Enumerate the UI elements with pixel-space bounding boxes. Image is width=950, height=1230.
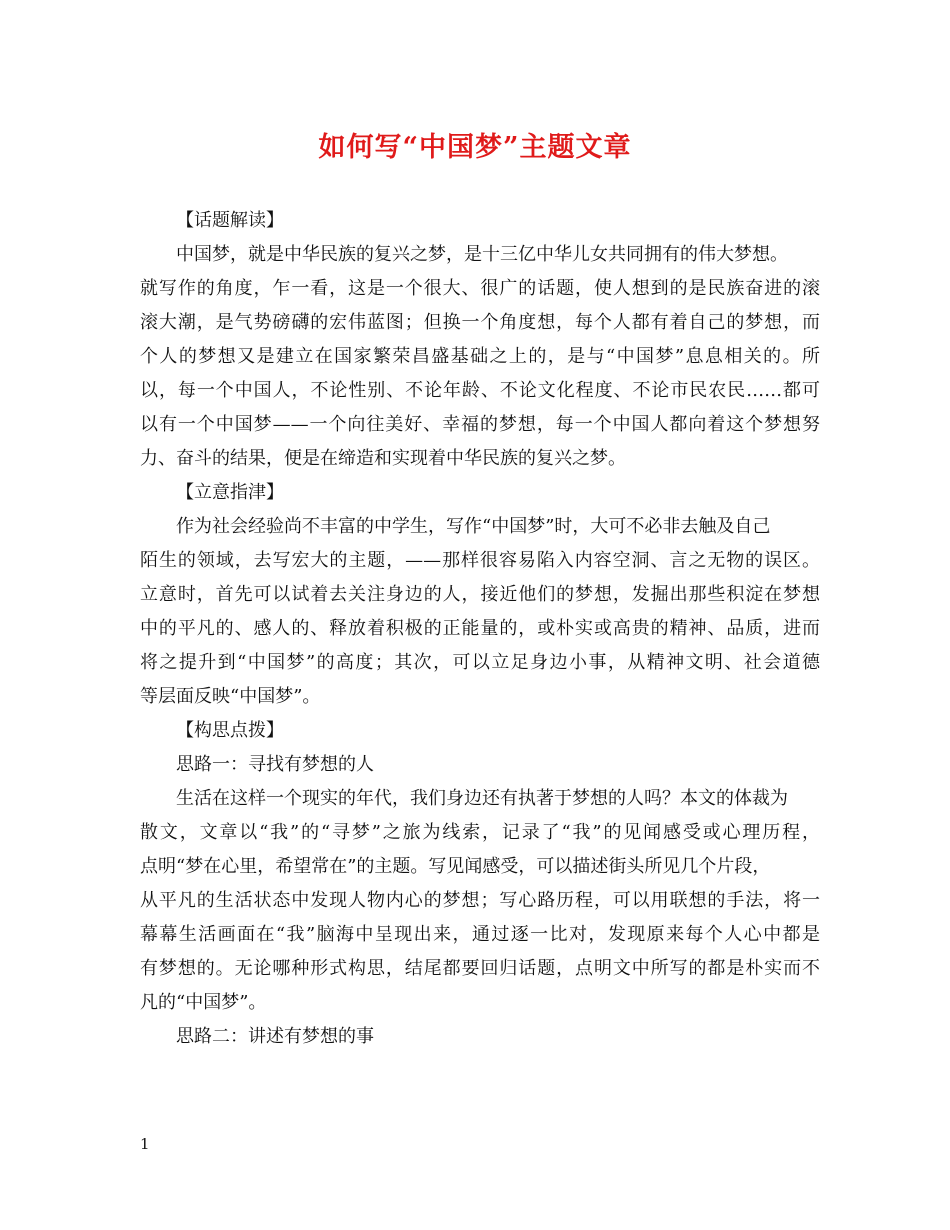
paragraph-line: 点明“梦在心里，希望常在”的主题。写见闻感受，可以描述街头所见几个片段， [140,856,771,877]
section-heading-idea: 【立意指津】 [176,482,284,503]
paragraph-line: 将之提升到“中国梦”的高度；其次，可以立足身边小事，从精神文明、社会道德 [140,652,820,673]
paragraph-line: 以，每一个中国人，不论性别、不论年龄、不论文化程度、不论市民农民……都可 [140,380,820,401]
paragraph-line: 从平凡的生活状态中发现人物内心的梦想；写心路历程，可以用联想的手法，将一 [140,890,820,911]
paragraph-line: 中的平凡的、感人的、释放着积极的正能量的，或朴实或高贵的精神、品质，进而 [140,618,820,639]
paragraph-line: 力、奋斗的结果，便是在缔造和实现着中华民族的复兴之梦。 [140,448,626,469]
document-body [140,204,820,1054]
paragraph-line: 散文，文章以“我”的“寻梦”之旅为线索，记录了“我”的见闻感受或心理历程， [140,822,820,843]
section-heading-topic: 【话题解读】 [176,210,284,231]
paragraph-line: 等层面反映“中国梦”。 [140,686,321,707]
paragraph-line: 陌生的领域，去写宏大的主题，——那样很容易陷入内容空洞、言之无物的误区。 [140,550,820,571]
paragraph-line: 就写作的角度，乍一看，这是一个很大、很广的话题，使人想到的是民族奋进的滚 [140,278,820,299]
document-title: 如何写“中国梦”主题文章 [318,132,632,163]
paragraph-line: 滚大潮，是气势磅礴的宏伟蓝图；但换一个角度想，每个人都有着自己的梦想，而 [140,312,820,333]
paragraph-line: 立意时，首先可以试着去关注身边的人，接近他们的梦想，发掘出那些积淀在梦想 [140,584,820,605]
paragraph-line: 凡的“中国梦”。 [140,992,267,1013]
subheading-approach-one: 思路一：寻找有梦想的人 [176,754,374,775]
paragraph-line: 有梦想的。无论哪种形式构思，结尾都要回归话题，点明文中所写的都是朴实而不 [140,958,820,979]
paragraph-line: 幕幕生活画面在“我”脑海中呈现出来，通过逐一比对，发现原来每个人心中都是 [140,924,820,945]
section-heading-structure: 【构思点拨】 [176,720,284,741]
subheading-approach-two: 思路二：讲述有梦想的事 [176,1026,374,1047]
paragraph-line: 生活在这样一个现实的年代，我们身边还有执著于梦想的人吗？本文的体裁为 [176,788,788,809]
paragraph-line: 作为社会经验尚不丰富的中学生，写作“中国梦”时，大可不必非去触及自己 [176,516,771,537]
paragraph-line: 个人的梦想又是建立在国家繁荣昌盛基础之上的，是与“中国梦”息息相关的。所 [140,346,820,367]
paragraph-line: 以有一个中国梦——一个向往美好、幸福的梦想，每一个中国人都向着这个梦想努 [140,414,820,435]
paragraph-line: 中国梦，就是中华民族的复兴之梦，是十三亿中华儿女共同拥有的伟大梦想。 [176,244,788,265]
page-number: 1 [140,1135,150,1153]
